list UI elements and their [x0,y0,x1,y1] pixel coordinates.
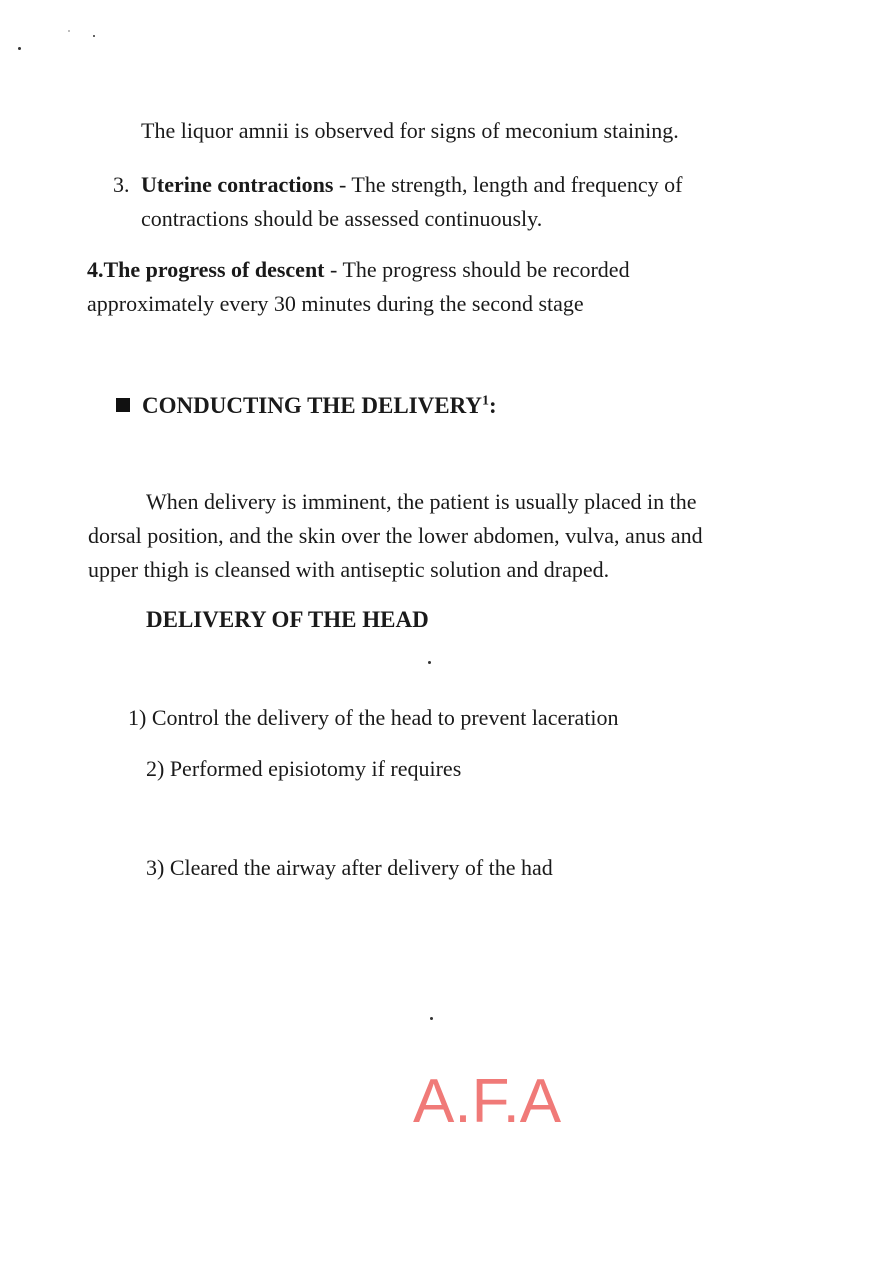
step-item: 2) Performed episiotomy if requires [146,756,462,781]
delivery-paragraph-line-2: dorsal position, and the skin over the lower abdomen, vulva, anus and [88,523,703,548]
conducting-delivery-heading [116,392,497,420]
item-text: - The progress should be recorded [324,257,630,282]
item-progress-of-descent [87,256,630,284]
liquor-amnii-line: The liquor amnii is observed for signs of meconium staining. [141,118,679,143]
delivery-paragraph-line-3: upper thigh is cleansed with antiseptic solution and draped. [88,557,610,582]
speck [18,47,21,50]
footnote-marker: 1 [482,393,489,409]
delivery-of-head-heading: DELIVERY OF THE HEAD [146,607,429,632]
heading-title: CONDUCTING THE DELIVERY [142,393,482,418]
delivery-paragraph-line-1: When delivery is imminent, the patient is usually placed in the [146,489,697,514]
item-progress-of-descent-cont: approximately every 30 minutes during the second stage [87,291,584,316]
item-term: 4.The progress of descent [87,257,325,282]
square-bullet-icon [116,398,130,412]
speck [93,35,95,37]
item-term: Uterine contractions [141,172,334,197]
item-number: 3. [113,172,130,197]
step-item: 1) Control the delivery of the head to prevent laceration [128,705,619,730]
speck [430,1017,433,1020]
speck [68,30,70,32]
item-text: - The strength, length and frequency of [333,172,683,197]
item-uterine-contractions-cont: contractions should be assessed continuously. [141,206,543,231]
speck [428,661,431,664]
step-item: 3) Cleared the airway after delivery of the had [146,855,553,880]
item-uterine-contractions [113,171,683,199]
watermark: A.F.A [413,1067,562,1136]
heading-suffix: : [489,393,497,418]
